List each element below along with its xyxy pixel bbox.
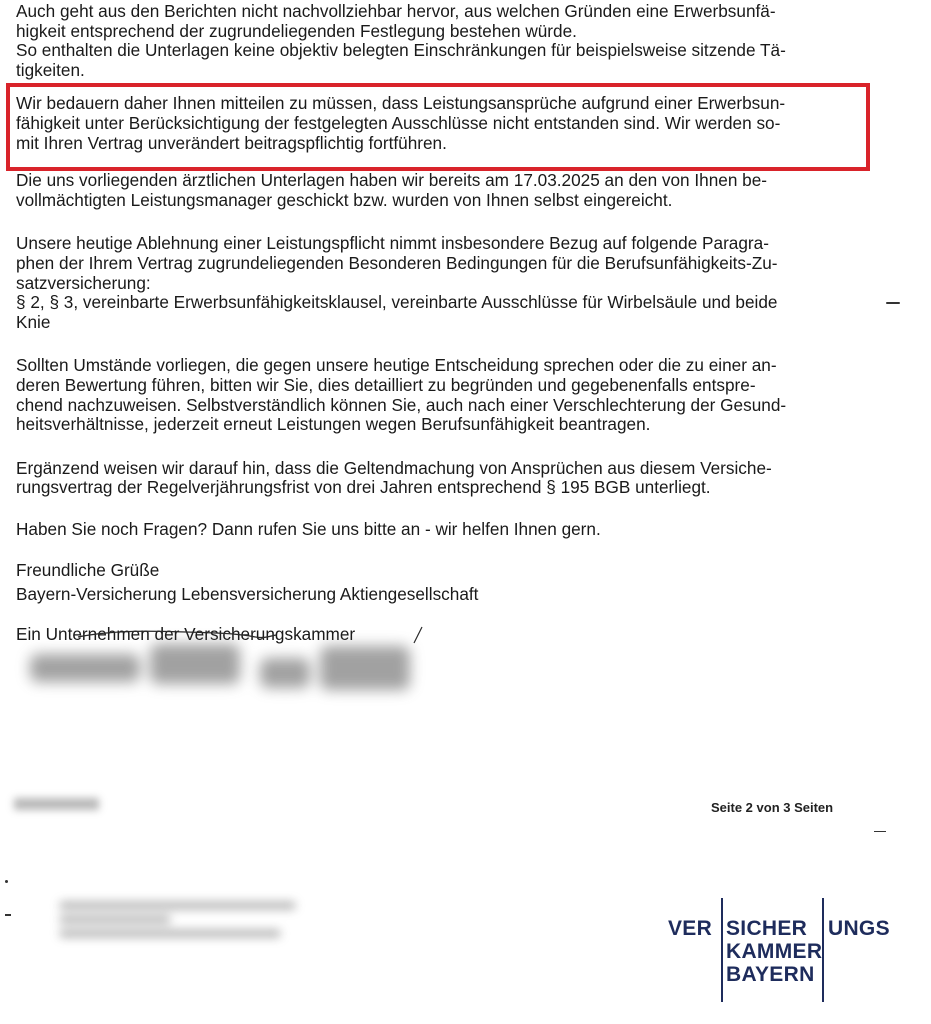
paragraph-reports bbox=[16, 2, 876, 80]
scan-artifact bbox=[886, 302, 900, 304]
greeting: Freundliche Grüße bbox=[16, 560, 160, 581]
logo-divider-right bbox=[822, 898, 824, 1002]
text-line: phen der Ihrem Vertrag zugrundeliegenden Besonderen Bedingungen für die Berufsunfähigkeits-Zu- bbox=[16, 252, 778, 273]
closing-block bbox=[16, 561, 876, 644]
paragraph-medical-documents bbox=[16, 171, 876, 210]
company-name: Bayern-Versicherung Lebensversicherung Aktiengesellschaft bbox=[16, 584, 479, 605]
paragraph-questions bbox=[16, 520, 876, 540]
text-line: Wir bedauern daher Ihnen mitteilen zu müssen, dass Leistungsansprüche aufgrund einer Erwerbsun- bbox=[16, 93, 786, 114]
letter-body bbox=[16, 2, 876, 644]
scan-artifact bbox=[874, 831, 886, 832]
affiliation-text: Ein Unternehmen der Versicherungskammer bbox=[16, 623, 356, 644]
company-logo bbox=[668, 898, 900, 1008]
paragraph-refusal-reference bbox=[16, 234, 876, 332]
text-line: fähigkeit unter Berücksichtigung der festgelegten Ausschlüsse nicht entstanden sind. Wir werden so- bbox=[16, 112, 781, 133]
page-indicator: Seite 2 von 3 Seiten bbox=[711, 800, 834, 815]
text-line: Die uns vorliegenden ärztlichen Unterlagen haben wir bereits am 17.03.2025 an den von Ihnen be- bbox=[16, 170, 768, 191]
text-line: Knie bbox=[16, 311, 51, 332]
paragraph-rejection-highlighted bbox=[16, 94, 876, 153]
text-line: rungsvertrag der Regelverjährungsfrist von drei Jahren entsprechend § 195 BGB unterliegt. bbox=[16, 477, 711, 498]
text-line: Unsere heutige Ablehnung einer Leistungspflicht nimmt insbesondere Bezug auf folgende Paragra- bbox=[16, 233, 769, 254]
redacted-footer-reference bbox=[14, 798, 99, 810]
logo-text-kammer: KAMMER bbox=[726, 940, 823, 963]
logo-text-sicher: SICHER bbox=[726, 917, 808, 940]
text-line: So enthalten die Unterlagen keine objektiv belegten Einschränkungen für beispielsweise sitzende Tä- bbox=[16, 40, 786, 61]
text-line: tigkeiten. bbox=[16, 59, 85, 80]
paragraph-limitation-period bbox=[16, 459, 876, 498]
redacted-address bbox=[60, 902, 300, 944]
text-line: Haben Sie noch Fragen? Dann rufen Sie uns bitte an - wir helfen Ihnen gern. bbox=[16, 518, 601, 539]
red-highlight-box bbox=[6, 83, 870, 171]
text-line: Auch geht aus den Berichten nicht nachvollziehbar hervor, aus welchen Gründen eine Erwerbsunfä- bbox=[16, 1, 776, 21]
logo-divider-left bbox=[721, 898, 723, 1002]
text-line: mit Ihren Vertrag unverändert beitragspflichtig fortführen. bbox=[16, 132, 447, 153]
text-line: higkeit entsprechend der zugrundeliegenden Festlegung bestehen würde. bbox=[16, 20, 577, 41]
text-line: satzversicherung: bbox=[16, 272, 151, 293]
text-line: deren Bewertung führen, bitten wir Sie, dies detailliert zu begründen und gegebenenfalls entspre- bbox=[16, 374, 756, 395]
text-line: chend nachzuweisen. Selbstverständlich können Sie, auch nach einer Verschlechterung der Gesund- bbox=[16, 394, 787, 415]
text-line: vollmächtigten Leistungsmanager geschickt bzw. wurden von Ihnen selbst eingereicht. bbox=[16, 189, 673, 210]
logo-text-ver: VER bbox=[668, 917, 713, 940]
redacted-signature bbox=[30, 640, 420, 705]
scan-artifact bbox=[5, 880, 8, 883]
text-line: § 2, § 3, vereinbarte Erwerbsunfähigkeitsklausel, vereinbarte Ausschlüsse für Wirbelsäule und beide bbox=[16, 292, 778, 313]
text-line: Sollten Umstände vorliegen, die gegen unsere heutige Entscheidung sprechen oder die zu einer an- bbox=[16, 355, 777, 376]
paragraph-circumstances bbox=[16, 356, 876, 434]
logo-text-ungs: UNGS bbox=[828, 917, 890, 940]
logo-text-bayern: BAYERN bbox=[726, 963, 815, 986]
scan-artifact bbox=[5, 914, 11, 916]
text-line: heitsverhältnisse, jederzeit erneut Leistungen wegen Berufsunfähigkeit beantragen. bbox=[16, 414, 651, 435]
text-line: Ergänzend weisen wir darauf hin, dass die Geltendmachung von Ansprüchen aus diesem Versiche- bbox=[16, 457, 772, 478]
